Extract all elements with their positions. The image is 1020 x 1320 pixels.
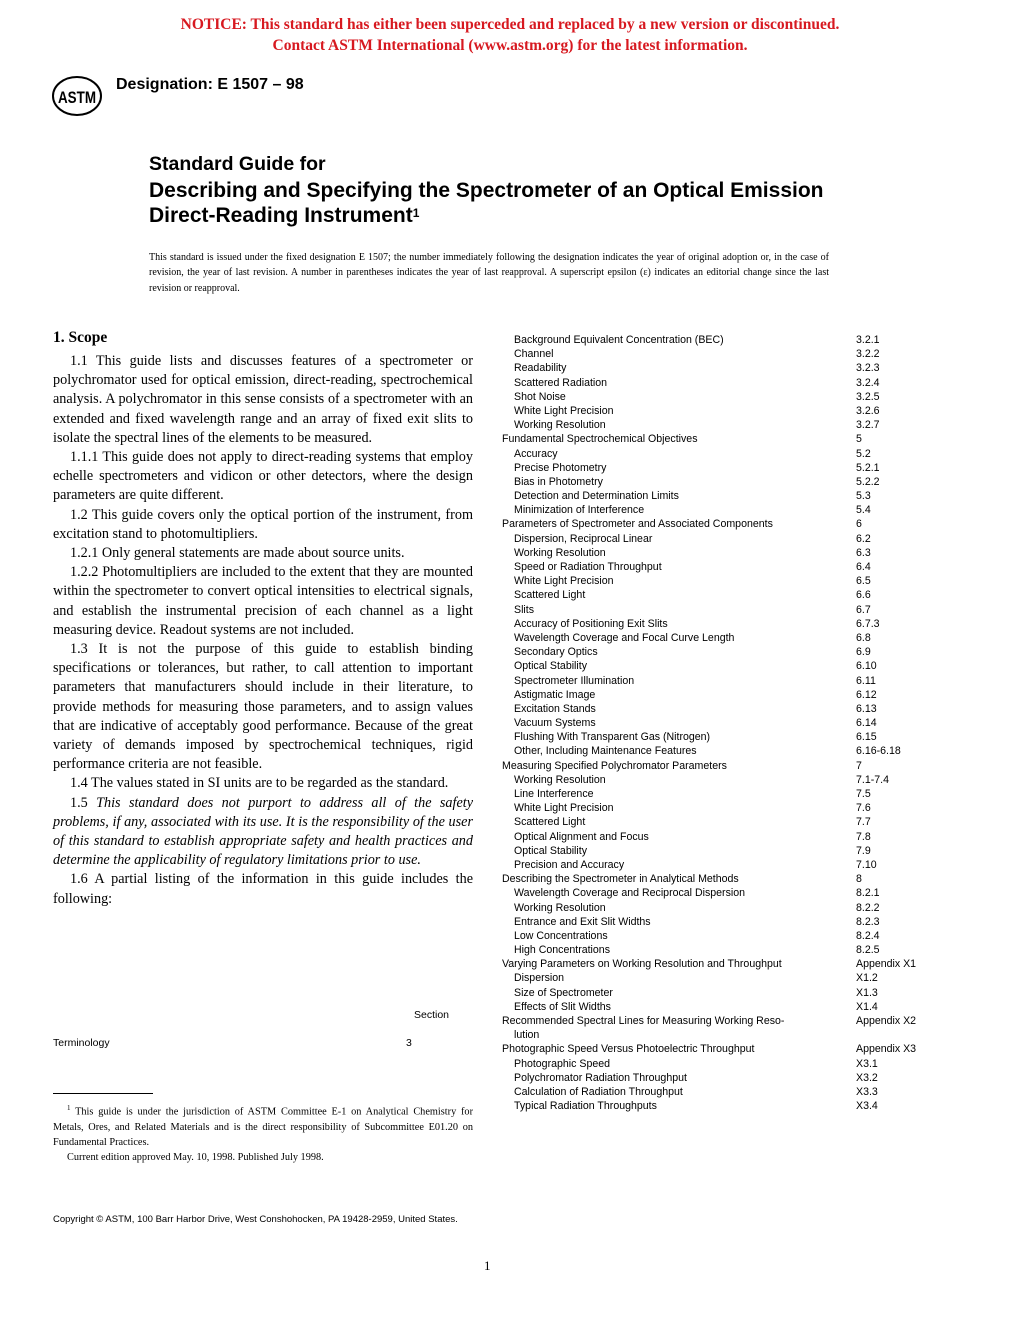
section-list-header: Section [414,1009,450,1021]
toc-section: Appendix X3 [856,1043,917,1056]
toc-label: Wavelength Coverage and Reciprocal Dispersion [514,887,746,900]
toc-label: White Light Precision [514,575,614,588]
toc-row [502,588,942,602]
toc-row [502,759,942,773]
footnote-mark: 1 [67,1104,71,1112]
toc-section: 6.12 [856,688,877,701]
toc-label: Entrance and Exit Slit Widths [514,915,651,928]
toc-section: 7.6 [856,802,871,815]
toc-section: 6.4 [856,561,871,573]
toc-label: Dispersion, Reciprocal Linear [514,532,653,545]
toc-label: lution [514,1029,540,1042]
toc-section: 8.2.4 [856,929,880,942]
page-number: 1 [484,1258,491,1273]
toc-section: 5.2.2 [856,475,880,488]
toc-label: Effects of Slit Widths [514,1000,611,1013]
toc-row [502,688,942,702]
toc-section: X3.3 [856,1085,878,1098]
toc-row [502,532,942,546]
toc-row [502,801,942,815]
toc-label: Secondary Optics [514,646,598,659]
title-footnote-mark: 1 [412,206,420,220]
toc-label: Background Equivalent Concentration (BEC) [514,334,724,346]
toc-section: 7.5 [856,788,871,800]
scope-paragraph: 1.6 A partial listing of the information in this guide includes the following: [53,871,473,907]
toc-label: Photographic Speed [514,1057,611,1070]
toc-section: 3.2.7 [856,419,880,432]
toc-section: 6.7 [856,603,871,616]
toc-label: Speed or Radiation Throughput [514,561,662,573]
toc-label: Describing the Spectrometer in Analytical Methods [502,873,739,886]
footnote [53,1101,473,1166]
toc-label: Precise Photometry [514,461,607,474]
toc-row [502,631,942,645]
toc-section: 3.2.4 [856,376,880,389]
toc-label: Precision and Accuracy [514,858,625,871]
toc-row [502,844,942,858]
toc-row [502,447,942,461]
toc-row [502,390,942,404]
footnote-paragraph-2: Current edition approved May. 10, 1998. Published July 1998. [67,1152,324,1164]
toc-section: 7.8 [856,830,871,843]
toc-row [502,333,942,347]
logo-text: ASTM [58,88,96,107]
toc-row [502,830,942,844]
toc-label: Accuracy of Positioning Exit Slits [514,617,668,630]
toc-section: 5.2 [856,447,871,460]
toc-row [502,347,942,361]
toc-section: 5.2.1 [856,461,880,474]
toc-section: 6.10 [856,660,877,673]
toc-row [502,872,942,886]
toc-label: Working Resolution [514,901,606,914]
toc-section: 5.4 [856,504,871,517]
toc-label: Scattered Light [514,816,586,829]
toc-section: 7.10 [856,858,877,871]
toc-section: 6.2 [856,532,871,545]
toc-row [502,461,942,475]
toc-section: 6 [856,518,862,531]
toc-section: 7.1-7.4 [856,773,889,786]
toc-label: Varying Parameters on Working Resolution and Throughput [502,958,782,971]
toc-section: 3.2.6 [856,404,880,417]
contents-list [502,333,942,1113]
astm-logo [52,76,102,116]
toc-row [502,404,942,418]
safety-paragraph [53,794,473,871]
toc-label: Shot Noise [514,390,566,403]
toc-label: Optical Stability [514,660,588,673]
toc-section: 8 [856,873,862,886]
toc-section: 8.2.1 [856,887,880,900]
toc-label: Typical Radiation Throughputs [514,1100,657,1113]
scope-paragraph: 1.2 This guide covers only the optical portion of the instrument, from excitation stand to photomultipliers. [53,506,473,542]
toc-section: 6.11 [856,674,876,687]
toc-row [502,489,942,503]
toc-section: 6.7.3 [856,617,880,630]
toc-row [502,517,942,531]
toc-row [502,815,942,829]
toc-section: 5 [856,433,862,446]
scope-paragraph: 1.4 The values stated in SI units are to be regarded as the standard. [70,775,449,792]
toc-row [502,915,942,929]
toc-section: 6.9 [856,646,871,659]
toc-label: Flushing With Transparent Gas (Nitrogen) [514,731,711,744]
toc-label: Photographic Speed Versus Photoelectric Throughput [502,1043,755,1056]
scope-paragraph: 1.1.1 This guide does not apply to direct-reading systems that employ echelle spectrometers and vidicon or other detectors, where the design parameters are quite different. [53,449,473,504]
toc-row [502,1042,942,1056]
toc-label: Accuracy [514,447,558,460]
toc-section: 8.2.5 [856,944,880,957]
toc-section: X1.2 [856,972,878,985]
toc-row [502,475,942,489]
toc-section: 7 [856,759,862,772]
toc-section: X1.4 [856,1000,878,1013]
toc-label: Slits [514,603,535,616]
section-list-number: 3 [406,1037,412,1049]
toc-section: 6.5 [856,575,871,588]
toc-label: High Concentrations [514,944,610,957]
toc-section: X3.1 [856,1057,878,1070]
toc-section: X3.2 [856,1071,878,1084]
toc-label: Working Resolution [514,419,606,432]
toc-row [502,503,942,517]
toc-label: Scattered Light [514,589,586,602]
toc-label: Working Resolution [514,546,606,559]
scope-paragraph: 1.3 It is not the purpose of this guide to establish binding specifications or tolerances, but rather, to call attention to important parameters that manufacturers should include in their literature, to provide methods for measuring those parameters, and to assign values that are indicative of acceptably good performance. Because of the great variety of demands imposed by spectrochemical techniques, rigid performance criteria are not feasible. [53,641,473,773]
scope-heading: 1. Scope [53,329,108,346]
toc-section: Appendix X2 [856,1015,917,1027]
toc-row [502,986,942,1000]
toc-row [502,546,942,560]
toc-label: Astigmatic Image [514,688,596,701]
toc-label: Recommended Spectral Lines for Measuring Working Reso- [502,1015,785,1027]
toc-label: Optical Stability [514,844,588,857]
toc-row [502,744,942,758]
toc-section: 6.16-6.18 [856,745,901,758]
toc-label: Optical Alignment and Focus [514,830,649,843]
toc-label: Calculation of Radiation Throughput [514,1085,683,1098]
title-line-1: Standard Guide for [149,153,326,175]
toc-label: Low Concentrations [514,929,608,942]
toc-row [502,418,942,432]
toc-label: Wavelength Coverage and Focal Curve Length [514,631,735,644]
toc-section: Appendix X1 [856,958,917,971]
toc-row [502,787,942,801]
notice-line-2: Contact ASTM International (www.astm.org) for the latest information. [272,37,748,54]
toc-row [502,617,942,631]
footnote-divider [53,1093,153,1094]
toc-section: 3.2.2 [856,348,880,361]
toc-label: White Light Precision [514,802,614,815]
toc-row [502,858,942,872]
toc-row [502,361,942,375]
toc-row [502,1057,942,1071]
toc-section: 7.9 [856,844,871,857]
toc-section: X3.4 [856,1100,878,1113]
toc-label: Polychromator Radiation Throughput [514,1071,687,1084]
toc-section: 3.2.3 [856,362,880,375]
toc-label: Dispersion [514,972,565,985]
toc-label: Detection and Determination Limits [514,490,679,503]
toc-row [502,560,942,574]
toc-label: Other, Including Maintenance Features [514,745,697,758]
toc-label: Scattered Radiation [514,376,608,389]
toc-label: Excitation Stands [514,702,596,715]
safety-paragraph-text: This standard does not purport to address all of the safety problems, if any, associated with its use. It is the responsibility of the user of this standard to establish appropriate safety and health practices and determine the applicability of regulatory limitations prior to use. [53,794,473,869]
toc-section: 8.2.2 [856,901,880,914]
title-main: Describing and Specifying the Spectrometer of an Optical Emission Direct-Reading Instrument [149,179,824,227]
toc-section: X1.3 [856,986,878,999]
toc-row [502,971,942,985]
toc-row [502,943,942,957]
toc-row [502,574,942,588]
toc-row [502,929,942,943]
toc-label: Fundamental Spectrochemical Objectives [502,433,698,446]
toc-label: Minimization of Interference [514,504,645,517]
safety-paragraph-number: 1.5 [70,794,97,811]
toc-label: Line Interference [514,788,594,800]
toc-section: 6.13 [856,702,877,715]
scope-paragraph: 1.2.2 Photomultipliers are included to the extent that they are mounted within the spectrometer to convert optical intensities to electrical signals, and establish the instrumental precision of each channel as a light measuring device. Readout systems are not included. [53,564,473,638]
toc-label: Channel [514,348,554,361]
scope-paragraph: 1.2.1 Only general statements are made about source units. [70,545,405,562]
toc-section: 6.6 [856,589,871,602]
toc-row [502,432,942,446]
toc-row [502,773,942,787]
toc-row [502,702,942,716]
toc-section: 3.2.1 [856,334,880,346]
toc-section: 8.2.3 [856,915,880,928]
toc-row [502,957,942,971]
designation: Designation: E 1507 – 98 [116,76,304,93]
title-line-2 [149,178,849,228]
copyright: Copyright © ASTM, 100 Barr Harbor Drive, West Conshohocken, PA 19428-2959, United States. [53,1214,458,1225]
toc-row [502,1071,942,1085]
toc-section: 7.7 [856,816,871,829]
toc-section: 3.2.5 [856,390,880,403]
toc-row [502,376,942,390]
toc-row [502,659,942,673]
toc-row [502,1000,942,1014]
scope-paragraph: 1.1 This guide lists and discusses features of a spectrometer or polychromator used for optical emission, direct-reading, spectrochemical analysis. A polychromator in this sense consists of a spectrometer with an extended and fixed wavelength range and an array of fixed exit slits to isolate the spectral lines of the elements to be measured. [53,353,473,446]
toc-row [502,645,942,659]
toc-section: 6.3 [856,546,871,559]
toc-section: 5.3 [856,490,871,503]
toc-row [502,1014,942,1028]
toc-label: Bias in Photometry [514,475,603,488]
toc-label: Readability [514,362,567,375]
toc-row [502,674,942,688]
toc-row [502,1028,942,1042]
toc-row [502,901,942,915]
toc-label: White Light Precision [514,404,614,417]
footnote-text-1: This guide is under the jurisdiction of ASTM Committee E-1 on Analytical Chemistry for Metals, Ores, and Related Materials and is the direct responsibility of Subcommittee E01.20 on Fundamental Practices. [53,1106,474,1149]
toc-row [502,716,942,730]
toc-label: Parameters of Spectrometer and Associated Components [502,518,773,531]
toc-label: Size of Spectrometer [514,986,613,999]
toc-row [502,1085,942,1099]
notice-line-1: NOTICE: This standard has either been superceded and replaced by a new version or discontinued. [180,16,840,33]
toc-section: 6.15 [856,731,877,744]
toc-label: Working Resolution [514,773,606,786]
scope-section [53,328,473,909]
toc-label: Vacuum Systems [514,717,596,730]
toc-label: Spectrometer Illumination [514,674,635,687]
footnote-paragraph-1 [53,1101,473,1150]
toc-row [502,730,942,744]
issued-statement: This standard is issued under the fixed designation E 1507; the number immediately following the designation indicates the year of original adoption or, in the case of revision, the year of last revision. A number in parentheses indicates the year of last reapproval. A superscript epsilon (ε) indicates an editorial change since the last revision or reapproval. [149,252,829,294]
section-list-name: Terminology [53,1037,110,1049]
toc-row [502,886,942,900]
toc-row [502,603,942,617]
toc-section: 6.8 [856,631,871,644]
toc-label: Measuring Specified Polychromator Parameters [502,759,727,772]
toc-row [502,1099,942,1113]
toc-section: 6.14 [856,717,877,730]
